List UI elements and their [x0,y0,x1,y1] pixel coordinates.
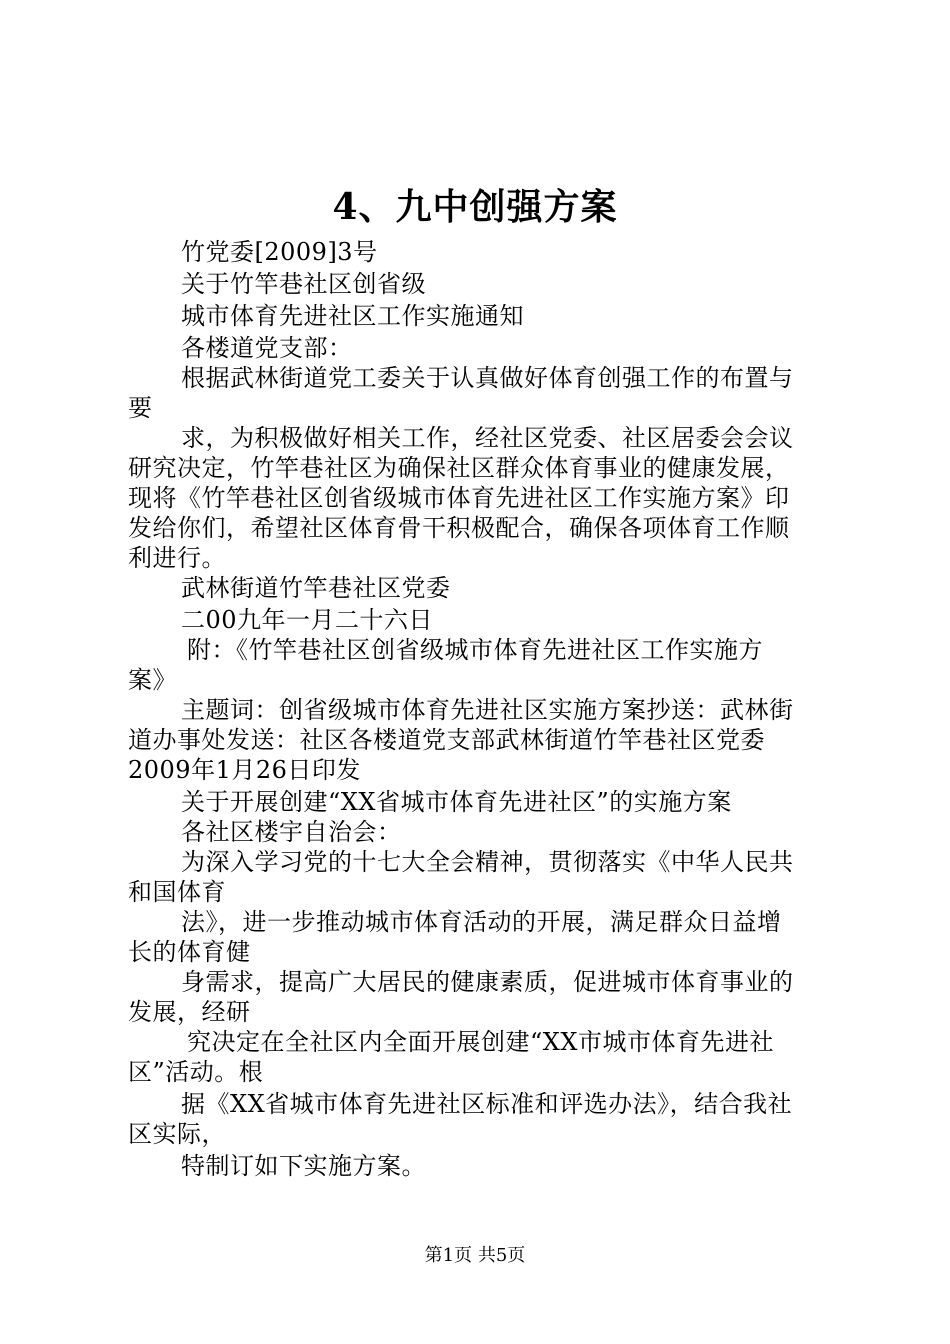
document-line: 现将《竹竿巷社区创省级城市体育先进社区工作实施方案》印 [128,484,790,512]
document-line: 区实际， [128,1120,226,1148]
document-line: 各楼道党支部： [181,334,353,362]
page-number-footer: 第1页 共5页 [424,1245,526,1266]
document-line: 城市体育先进社区工作实施通知 [181,302,524,330]
document-line: 关于竹竿巷社区创省级 [181,270,426,298]
document-line: 案》 [128,666,177,694]
document-line: 武林街道竹竿巷社区党委 [181,574,451,602]
document-line: 要 [128,394,153,422]
document-line: 利进行。 [128,544,226,572]
document-line: 身需求，提高广大居民的健康素质，促进城市体育事业的 [181,968,794,996]
document-line: 2009年1月26日印发 [128,756,361,784]
document-line: 特制订如下实施方案。 [181,1152,426,1180]
document-line: 究决定在全社区内全面开展创建“XX市城市体育先进社 [187,1028,774,1056]
document-line: 各社区楼宇自治会： [181,818,402,846]
document-line: 道办事处发送：社区各楼道党支部武林街道竹竿巷社区党委 [128,726,765,754]
document-line: 发给你们，希望社区体育骨干积极配合，确保各项体育工作顺 [128,514,790,542]
document-line: 二00九年一月二十六日 [181,606,434,634]
document-line: 研究决定，竹竿巷社区为确保社区群众体育事业的健康发展， [128,454,790,482]
document-line: 据《XX省城市体育先进社区标准和评选办法》，结合我社 [181,1090,793,1118]
document-title: 4、九中创强方案 [332,186,618,228]
document-line: 附：《竹竿巷社区创省级城市体育先进社区工作实施方 [187,636,763,664]
document-line: 发展，经研 [128,998,251,1026]
document-line: 和国体育 [128,878,226,906]
document-line: 主题词：创省级城市体育先进社区实施方案抄送：武林街 [181,696,794,724]
document-line: 为深入学习党的十七大全会精神，贯彻落实《中华人民共 [181,848,794,876]
document-line: 法》，进一步推动城市体育活动的开展，满足群众日益增 [181,908,782,936]
document-line: 关于开展创建“XX省城市体育先进社区”的实施方案 [181,788,732,816]
document-line: 区”活动。根 [128,1058,264,1086]
document-line: 竹党委[2009]3号 [181,238,378,266]
document-line: 根据武林街道党工委关于认真做好体育创强工作的布置与 [181,364,794,392]
document-line: 求，为积极做好相关工作，经社区党委、社区居委会会议 [181,424,794,452]
document-line: 长的体育健 [128,938,251,966]
